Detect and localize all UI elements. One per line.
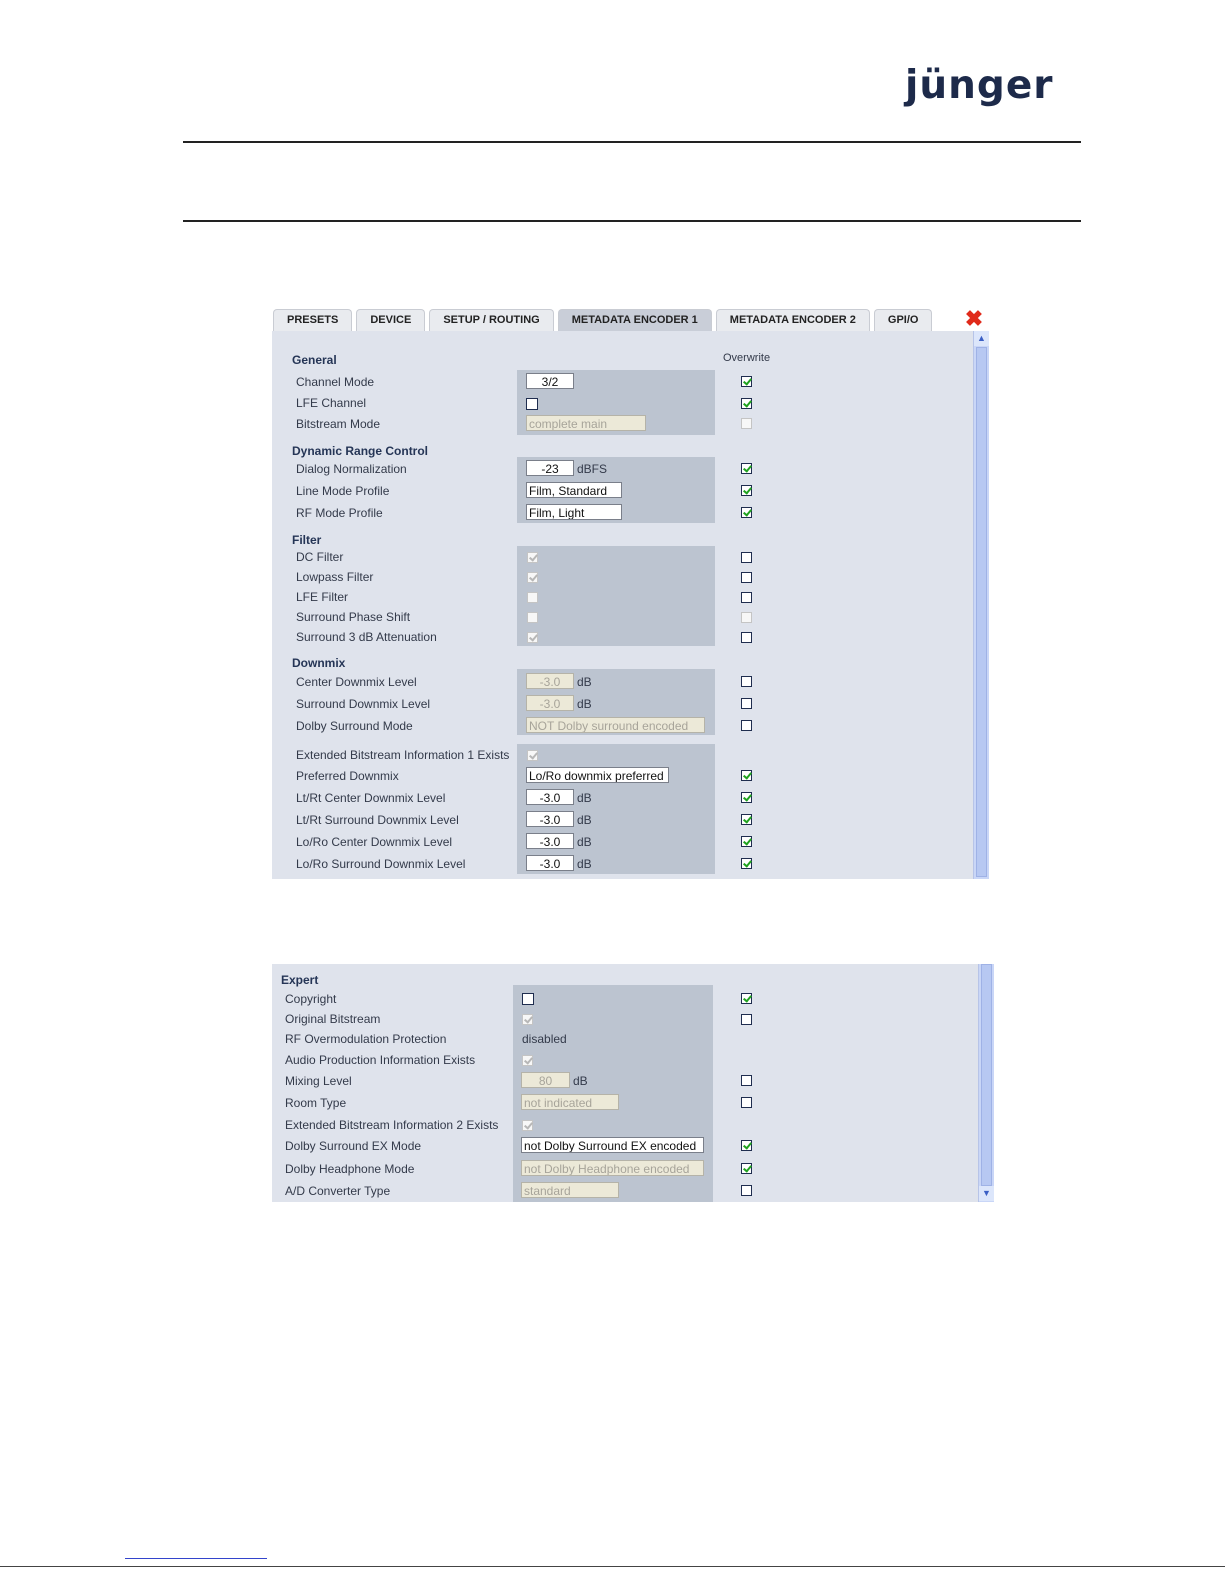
expert-scrollbar[interactable] (978, 964, 994, 1202)
tab-device[interactable]: DEVICE (356, 309, 425, 331)
dolby-surround-mode-select[interactable]: NOT Dolby surround encoded (526, 717, 705, 733)
loro-center-unit: dB (577, 835, 592, 849)
channel-mode-field[interactable]: 3/2 (526, 373, 574, 389)
loro-surround-overwrite-checkbox[interactable] (741, 858, 752, 869)
ad-converter-overwrite-checkbox[interactable] (741, 1185, 752, 1196)
lfe-filter-checkbox[interactable] (527, 592, 538, 603)
rf-overmodulation-value: disabled (522, 1032, 567, 1046)
ltrt-surround-field[interactable]: -3.0 (526, 811, 574, 827)
surround-downmix-unit: dB (577, 697, 592, 711)
dolby-surround-mode-label: Dolby Surround Mode (296, 719, 413, 733)
scroll-down-icon[interactable]: ▼ (979, 1186, 994, 1201)
tab-setup-routing[interactable]: SETUP / ROUTING (429, 309, 553, 331)
ltrt-center-unit: dB (577, 791, 592, 805)
surround-phase-shift-overwrite-checkbox[interactable] (741, 612, 752, 623)
lowpass-filter-overwrite-checkbox[interactable] (741, 572, 752, 583)
rf-mode-profile-overwrite-checkbox[interactable] (741, 507, 752, 518)
dolby-surround-mode-overwrite-checkbox[interactable] (741, 720, 752, 731)
lfe-channel-checkbox[interactable] (526, 398, 538, 410)
room-type-label: Room Type (285, 1096, 347, 1110)
surround-attenuation-checkbox[interactable] (527, 632, 538, 643)
surround-downmix-field[interactable]: -3.0 (526, 695, 574, 711)
tab-gpio[interactable]: GPI/O (874, 309, 933, 331)
room-type-overwrite-checkbox[interactable] (741, 1097, 752, 1108)
surround-phase-shift-label: Surround Phase Shift (296, 610, 411, 624)
section-general: General (292, 353, 337, 367)
mixing-level-field[interactable]: 80 (521, 1072, 570, 1088)
dc-filter-overwrite-checkbox[interactable] (741, 552, 752, 563)
original-bitstream-label: Original Bitstream (285, 1012, 381, 1026)
xbsi2-checkbox[interactable] (522, 1120, 533, 1131)
line-mode-profile-select[interactable]: Film, Standard (526, 482, 622, 498)
line-mode-profile-overwrite-checkbox[interactable] (741, 485, 752, 496)
lowpass-filter-label: Lowpass Filter (296, 570, 374, 584)
dolby-surround-ex-label: Dolby Surround EX Mode (285, 1139, 422, 1153)
expert-scroll-thumb[interactable] (981, 964, 992, 1186)
ltrt-center-label: Lt/Rt Center Downmix Level (296, 791, 446, 805)
header-rule-bottom (183, 220, 1081, 222)
dialog-normalization-overwrite-checkbox[interactable] (741, 463, 752, 474)
dolby-headphone-label: Dolby Headphone Mode (285, 1162, 415, 1176)
center-downmix-overwrite-checkbox[interactable] (741, 676, 752, 687)
original-bitstream-overwrite-checkbox[interactable] (741, 1014, 752, 1025)
loro-center-overwrite-checkbox[interactable] (741, 836, 752, 847)
original-bitstream-checkbox[interactable] (522, 1014, 533, 1025)
channel-mode-overwrite-checkbox[interactable] (741, 376, 752, 387)
junger-logo: jünger (905, 63, 1054, 108)
preferred-downmix-label: Preferred Downmix (296, 769, 399, 783)
mixing-level-overwrite-checkbox[interactable] (741, 1075, 752, 1086)
lfe-filter-label: LFE Filter (296, 590, 349, 604)
center-downmix-unit: dB (577, 675, 592, 689)
mixing-level-label: Mixing Level (285, 1074, 352, 1088)
overwrite-header: Overwrite (723, 352, 771, 364)
footer-link-underline[interactable] (125, 1558, 267, 1559)
ltrt-center-field[interactable]: -3.0 (526, 789, 574, 805)
scroll-thumb[interactable] (976, 347, 987, 877)
audio-production-info-label: Audio Production Information Exists (285, 1053, 476, 1067)
close-icon[interactable]: ✖ (964, 306, 984, 331)
scrollbar[interactable] (973, 331, 989, 879)
tab-bar (273, 309, 932, 331)
room-type-select[interactable]: not indicated (521, 1094, 619, 1110)
ad-converter-label: A/D Converter Type (285, 1184, 391, 1198)
section-downmix: Downmix (292, 656, 346, 670)
bitstream-mode-label: Bitstream Mode (296, 417, 381, 431)
rf-mode-profile-select[interactable]: Film, Light (526, 504, 622, 520)
loro-center-field[interactable]: -3.0 (526, 833, 574, 849)
ltrt-surround-unit: dB (577, 813, 592, 827)
ltrt-center-overwrite-checkbox[interactable] (741, 792, 752, 803)
filter-value-box (517, 546, 715, 646)
lfe-channel-overwrite-checkbox[interactable] (741, 398, 752, 409)
bitstream-mode-select[interactable]: complete main (526, 415, 646, 431)
preferred-downmix-select[interactable]: Lo/Ro downmix preferred (526, 767, 669, 783)
lowpass-filter-checkbox[interactable] (527, 572, 538, 583)
preferred-downmix-overwrite-checkbox[interactable] (741, 770, 752, 781)
rf-mode-profile-label: RF Mode Profile (296, 506, 383, 520)
dolby-surround-ex-select[interactable]: not Dolby Surround EX encoded (521, 1137, 704, 1153)
copyright-label: Copyright (285, 992, 337, 1006)
lfe-channel-label: LFE Channel (296, 396, 367, 410)
tab-metadata-encoder-2[interactable]: METADATA ENCODER 2 (716, 309, 870, 331)
loro-surround-field[interactable]: -3.0 (526, 855, 574, 871)
surround-downmix-overwrite-checkbox[interactable] (741, 698, 752, 709)
header-rule-top (183, 141, 1081, 143)
scroll-up-icon[interactable]: ▲ (974, 331, 989, 346)
surround-attenuation-overwrite-checkbox[interactable] (741, 632, 752, 643)
section-expert: Expert (281, 973, 319, 987)
dialog-normalization-unit: dBFS (577, 462, 608, 476)
rf-overmodulation-label: RF Overmodulation Protection (285, 1032, 447, 1046)
bitstream-mode-overwrite-checkbox[interactable] (741, 418, 752, 429)
dolby-headphone-overwrite-checkbox[interactable] (741, 1163, 752, 1174)
ltrt-surround-label: Lt/Rt Surround Downmix Level (296, 813, 459, 827)
footer-rule (0, 1566, 1225, 1567)
mixing-level-unit: dB (573, 1074, 588, 1088)
dc-filter-checkbox[interactable] (527, 552, 538, 563)
tab-metadata-encoder-1[interactable]: METADATA ENCODER 1 (558, 309, 712, 331)
surround-phase-shift-checkbox[interactable] (527, 612, 538, 623)
surround-attenuation-label: Surround 3 dB Attenuation (296, 630, 437, 644)
audio-production-info-checkbox[interactable] (522, 1055, 533, 1066)
xbsi1-label: Extended Bitstream Information 1 Exists (296, 748, 510, 762)
center-downmix-label: Center Downmix Level (296, 675, 417, 689)
lfe-filter-overwrite-checkbox[interactable] (741, 592, 752, 603)
copyright-overwrite-checkbox[interactable] (741, 993, 752, 1004)
channel-mode-label: Channel Mode (296, 375, 375, 389)
dialog-normalization-label: Dialog Normalization (296, 462, 407, 476)
center-downmix-field[interactable]: -3.0 (526, 673, 574, 689)
dolby-surround-ex-overwrite-checkbox[interactable] (741, 1140, 752, 1151)
ltrt-surround-overwrite-checkbox[interactable] (741, 814, 752, 825)
surround-downmix-label: Surround Downmix Level (296, 697, 431, 711)
dc-filter-label: DC Filter (296, 550, 344, 564)
loro-surround-unit: dB (577, 857, 592, 871)
dialog-normalization-field[interactable]: -23 (526, 460, 574, 476)
copyright-checkbox[interactable] (522, 993, 534, 1005)
xbsi2-label: Extended Bitstream Information 2 Exists (285, 1118, 499, 1132)
loro-surround-label: Lo/Ro Surround Downmix Level (296, 857, 466, 871)
line-mode-profile-label: Line Mode Profile (296, 484, 390, 498)
dolby-headphone-select[interactable]: not Dolby Headphone encoded (521, 1160, 704, 1176)
loro-center-label: Lo/Ro Center Downmix Level (296, 835, 453, 849)
ad-converter-select[interactable]: standard (521, 1182, 619, 1198)
xbsi1-checkbox[interactable] (527, 750, 538, 761)
section-dynamic-range-control: Dynamic Range Control (292, 444, 429, 458)
tab-presets[interactable]: PRESETS (273, 309, 352, 331)
section-filter: Filter (292, 533, 322, 547)
